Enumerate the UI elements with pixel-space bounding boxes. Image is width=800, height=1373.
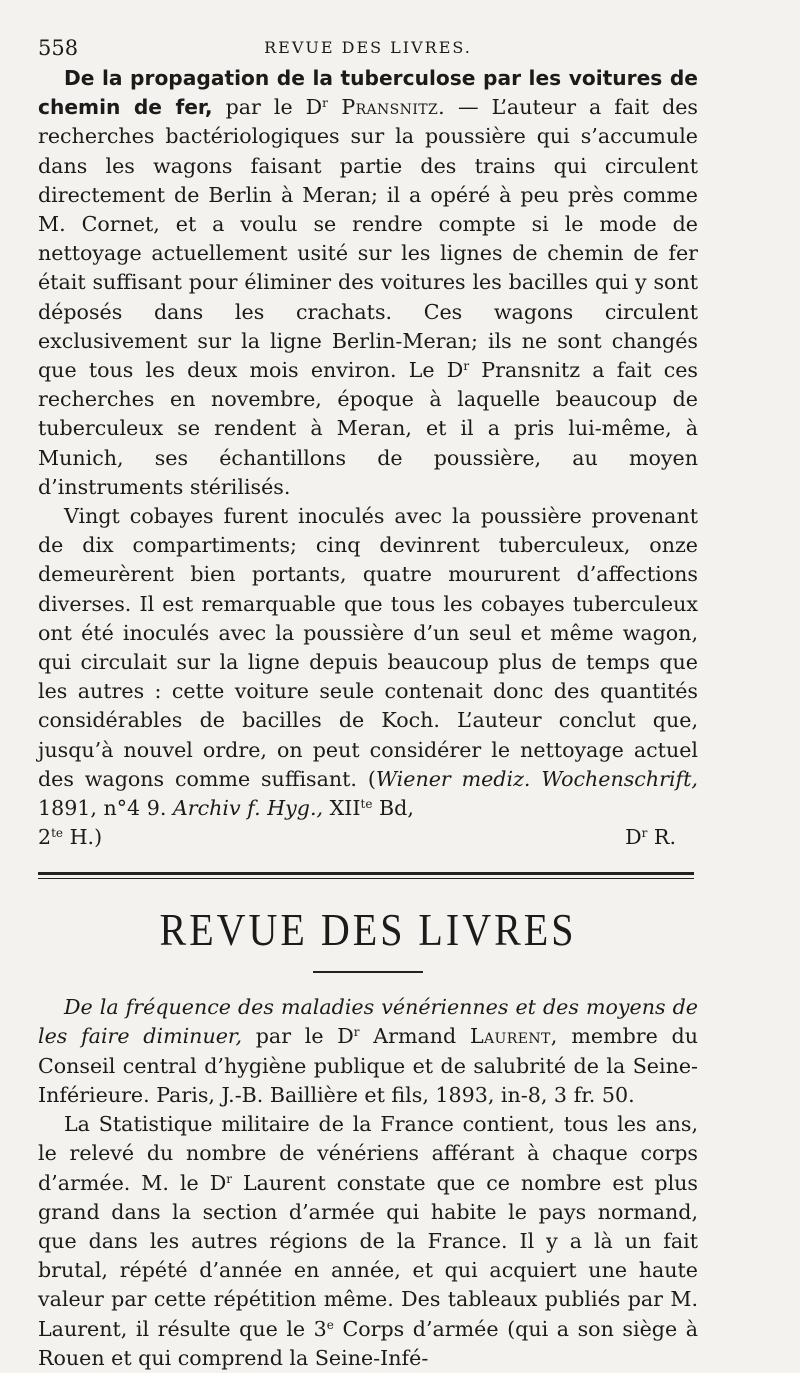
- review-author-last: Laurent,: [469, 1024, 558, 1049]
- review-body-sup-2: e: [326, 1317, 334, 1332]
- article-paragraph-1: [38, 64, 698, 502]
- citation-vol-sup: te: [360, 797, 373, 812]
- review-body-start: La Statistique militaire de la France contient, tous les ans, le relevé du nombre de vénériens afférant à chaque corps d’armée. M. le D: [38, 1112, 698, 1195]
- page-number: 558: [38, 36, 79, 60]
- running-title: REVUE DES LIVRES.: [264, 38, 472, 57]
- article-text-intro: — L’auteur a fait des recherches bactériologiques sur la poussière qui s’accumule dans les wagons faisant partie des trains qui circulent directement de Berlin à Meran; il a opéré à peu près comme M. Cornet, et a voulu se rendre compte si le mode de nettoyage actuellement usité sur les lignes de chemin de fer était suffisant pour éliminer des voitures les bacilles qui y sont déposés dans les crachats. Ces wagons circulent exclusivement sur la ligne Berlin-Meran; ils ne sont changés que tous les deux mois environ. Le D: [38, 95, 699, 383]
- citation-vol: XII: [323, 796, 361, 821]
- review-body-sup: r: [226, 1171, 232, 1186]
- article-text-intro-end: Pransnitz a fait ces recherches en novembre, époque à laquelle beaucoup de tuberculeux se rendent à Meran, et il a pris lui-même, à Munich, ses échantillons de poussière, au moyen d’instruments stérilisés.: [38, 358, 698, 499]
- citation-middle: 1891, n°4 9.: [38, 796, 173, 821]
- review-body-paragraph: [38, 1110, 698, 1373]
- review-author-sup: r: [353, 1025, 360, 1040]
- review-heading-paragraph: [38, 993, 698, 1110]
- article-author-name: Pransnitz.: [327, 95, 446, 120]
- article-title: De la propagation de la tuberculose par les voitures de chemin de fer,: [38, 66, 698, 120]
- citation-part-sup: te: [51, 826, 64, 841]
- section-title: REVUE DES LIVRES: [159, 904, 577, 956]
- divider-thin-rule: [38, 878, 694, 879]
- citation-close: H.): [63, 825, 103, 850]
- citation-journal: Wiener mediz. Wochenschrift,: [375, 766, 698, 791]
- review-body-mid: Laurent constate que ce nombre est plus grand dans la section d’armée qui habite le pays normand, que dans les autres régions de la France. Il y a là un fait brutal, répété d’année en année, et qui acquiert une haute valeur par cette répétition même. Des tableaux publiés par M. Laurent, il résulte que le 3: [38, 1170, 698, 1341]
- signature-initial: D: [625, 825, 642, 850]
- book-page: [38, 28, 698, 1373]
- citation-part-line: [38, 823, 102, 852]
- article-paragraph-2-text: Vingt cobayes furent inoculés avec la poussière provenant de dix compartiments; cinq devinrent tuberculeux, onze demeurèrent bien portants, quatre moururent d’affections diverses. Il est remarquable que tous les cobayes tuberculeux ont été inoculés avec la poussière d’un seul et même wagon, qui circulait sur la ligne depuis beaucoup plus de temps que les autres : cette voiture seule contenait donc des quantités considérables de bacilles de Koch. L’auteur conclut que, jusqu’à nouvel ordre, on peut considérer le nettoyage actuel des wagons comme suffisant.: [38, 504, 698, 791]
- divider-thick-rule: [38, 872, 694, 875]
- signature-name: R.: [647, 825, 676, 850]
- citation-bd: Bd,: [372, 796, 414, 821]
- review-publication: membre du Conseil central d’hygiène publique et de salubrité de la Seine-Inférieure. Paris, J.-B. Baillière et fils, 1893, in-8, 3 fr. 50.: [38, 1024, 699, 1107]
- citation-archiv: Archiv f. Hyg.,: [172, 796, 324, 821]
- running-head: [38, 28, 698, 64]
- review-author-prefix: par le D: [242, 1024, 354, 1049]
- citation-part: 2: [38, 825, 52, 850]
- review-body-end: Corps d’armée (qui a son siège à Rouen et qui comprend la Seine-Infé-: [38, 1316, 698, 1370]
- article-author-prefix: par le D: [212, 95, 323, 120]
- review-author-first: Armand: [359, 1024, 470, 1049]
- section-divider: [38, 872, 694, 879]
- signature-sup: r: [641, 826, 648, 841]
- signature-line: [38, 823, 698, 852]
- section-title-underline: [313, 971, 423, 973]
- review-book-title: De la fréquence des maladies vénériennes et des moyens de les faire diminuer,: [38, 995, 698, 1049]
- article-author-sup: r: [322, 96, 328, 111]
- citation-open: (: [356, 766, 376, 791]
- article-paragraph-2: [38, 502, 698, 823]
- article-text-sup: r: [463, 359, 470, 374]
- article-signature: [625, 823, 676, 852]
